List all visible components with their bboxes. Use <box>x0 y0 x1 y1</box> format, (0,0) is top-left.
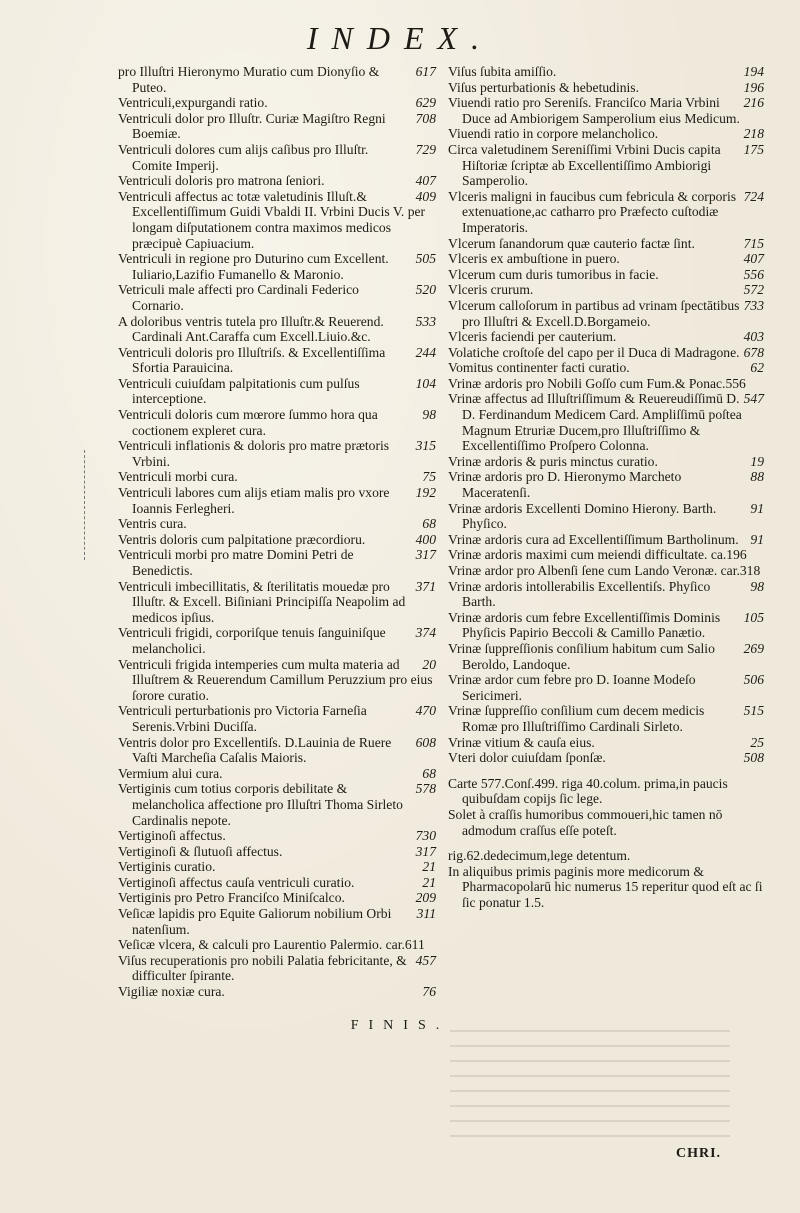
index-entry-text: Ventriculi affectus ac totæ valetudinis Illuſt.& Excellentiſſimum Guidi Vbaldi II. Vrbini Ducis V. per longam diſputationem contra maximos medicos præcipuè Capiuacium. <box>118 188 426 251</box>
index-entry-text: Vrinæ ardoris maximi cum meiendi difficultate. ca.196 <box>448 547 747 563</box>
index-entry <box>114 95 436 111</box>
index-page-number: 68 <box>422 765 436 781</box>
binding-stitch-marks <box>84 450 93 560</box>
index-entry-text: Ventriculi doloris pro matrona ſeniori. <box>118 173 325 189</box>
index-entry-text: Vertiginoſi affectus cauſa ventriculi curatio. <box>118 874 355 890</box>
index-entry <box>444 64 764 80</box>
show-through-text <box>450 1030 730 1150</box>
index-page-number: 457 <box>415 952 436 968</box>
index-entry-text: Vteri dolor cuiuſdam ſponſæ. <box>448 750 606 766</box>
index-page-number: 533 <box>415 313 436 329</box>
index-entry <box>114 703 436 734</box>
index-entry-text: Ventriculi frigidi, corporiſque tenuis ſanguiniſque melancholici. <box>118 625 386 656</box>
index-page-number: 572 <box>743 282 764 298</box>
index-page-number: 678 <box>743 344 764 360</box>
index-entry-text: Ventriculi dolor pro Illuſtr. Curiæ Magiſtro Regni Boemiæ. <box>118 110 386 142</box>
index-entry-text: Vetriculi male affecti pro Cardinali Federico Cornario. <box>118 282 359 313</box>
index-page-number: 91 <box>750 531 764 547</box>
index-entry <box>444 735 764 751</box>
index-page-number: 608 <box>415 734 436 750</box>
index-page-number: 515 <box>743 703 764 719</box>
index-page-number: 98 <box>750 578 764 594</box>
index-entry <box>444 360 764 376</box>
index-page-number: 400 <box>415 531 436 547</box>
index-entry-text: Ventriculi morbi pro matre Domini Petri de Benedictis. <box>118 547 354 578</box>
index-entry-text: Vrinæ affectus ad Illuſtriſſimum & Reuereudiſſimū D. D. Ferdinandum Medicem Card. Ampliſſimū poſtea Magnum Etruriæ Ducem,pro Illuſtriſſimo & Excellentiſſimo Proſpero Colonna. <box>448 391 742 454</box>
index-entry <box>444 391 764 453</box>
index-entry-text: Vrinæ vitium & cauſa eius. <box>448 734 595 750</box>
index-page-number: 91 <box>750 500 764 516</box>
errata-line: rig.62.dedecimum,lege detentum. <box>448 848 631 864</box>
index-entry <box>444 236 764 252</box>
index-page-number: 244 <box>415 344 436 360</box>
index-entry <box>444 641 764 672</box>
index-entry <box>114 469 436 485</box>
index-entry <box>444 95 764 126</box>
index-page-number: 62 <box>750 360 764 376</box>
index-page-number: 730 <box>415 828 436 844</box>
index-entry <box>444 298 764 329</box>
index-page-number: 506 <box>743 672 764 688</box>
index-entry <box>444 282 764 298</box>
index-page-number: 216 <box>743 95 764 111</box>
index-entry <box>114 376 436 407</box>
index-entry-text: Viſus recuperationis pro nobili Palatia febricitante, & difficulter ſpirante. <box>118 952 407 984</box>
index-entry-text: Ventriculi morbi cura. <box>118 469 238 485</box>
index-page-number: 409 <box>415 188 436 204</box>
page-header: INDEX. <box>306 20 494 56</box>
errata-line: Carte 577.Conſ.499. riga 40.colum. prima,in paucis quibuſdam copijs ſic lege. <box>448 775 728 807</box>
index-entry <box>114 984 436 1000</box>
index-entry-text: Vrinæ ardoris Excellenti Domino Hierony. Barth. Phyſico. <box>448 500 717 532</box>
index-entry <box>444 126 764 142</box>
index-entry-text: Vrinæ ſuppreſſio conſilium cum decem medicis Romæ pro Illuſtriſſimo Cardinali Sirleto. <box>448 703 705 734</box>
index-entry <box>114 579 436 626</box>
index-entry <box>114 251 436 282</box>
index-page-number: 317 <box>415 843 436 859</box>
index-page-number: 724 <box>743 188 764 204</box>
index-page-number: 76 <box>422 984 436 1000</box>
index-entry-text: Vrinæ ardoris intollerabilis Excellentiſs. Phyſico Barth. <box>448 578 711 610</box>
index-page-number: 556 <box>743 266 764 282</box>
index-entry-text: Vrinæ ardoris cum febre Excellentiſſimis Dominis Phyſicis Papirio Beccoli & Camillo Panætio. <box>448 609 721 641</box>
index-entry <box>444 532 764 548</box>
index-page-number: 715 <box>743 235 764 251</box>
index-entry-text: Vertiginoſi affectus. <box>118 828 226 844</box>
index-entry <box>114 438 436 469</box>
index-page-number: 371 <box>415 578 436 594</box>
index-page-number: 629 <box>415 95 436 111</box>
catchword: CHRI. <box>676 1146 722 1161</box>
index-entry <box>114 111 436 142</box>
index-entry-text: Vlceris maligni in faucibus cum febricula & corporis extenuatione,ac catharro pro Præfecto cuſtodiæ Imperatoris. <box>448 188 737 235</box>
index-entry <box>444 251 764 267</box>
index-entry <box>114 844 436 860</box>
index-entry <box>444 267 764 283</box>
index-entry-text: Ventriculi dolores cum alijs caſibus pro Illuſtr. Comite Imperij. <box>118 141 369 173</box>
index-entry <box>444 703 764 734</box>
index-page-number: 218 <box>743 126 764 142</box>
index-entry <box>114 657 436 704</box>
index-entry <box>444 142 764 189</box>
index-entry <box>444 189 764 236</box>
index-entry-text: Vomitus continenter facti curatio. <box>448 360 630 376</box>
index-page-number: 729 <box>415 141 436 157</box>
index-entry <box>114 890 436 906</box>
index-entry-text: Vlcerum cum duris tumoribus in facie. <box>448 266 659 282</box>
index-entry <box>444 469 764 500</box>
index-page-number: 25 <box>750 734 764 750</box>
index-page-number: 192 <box>415 485 436 501</box>
index-entry-text: Volatiche croſtoſe del capo per il Duca di Madragone. <box>448 344 740 360</box>
index-page-number: 470 <box>415 703 436 719</box>
index-entry <box>114 142 436 173</box>
index-entry-text: Ventriculi frigida intemperies cum multa materia ad Illuſtrem & Reuerendum Camillum Peruzzium pro eius ſorore curatio. <box>118 656 433 703</box>
index-entry <box>444 80 764 96</box>
index-page-number: 315 <box>415 438 436 454</box>
index-page-number: 105 <box>743 609 764 625</box>
index-entry-text: Veſicæ vlcera, & calculi pro Laurentio Palermio. car.611 <box>118 937 425 953</box>
index-page-number: 20 <box>422 656 436 672</box>
index-entry-text: Vlceris faciendi per cauterium. <box>448 329 617 345</box>
index-entry <box>444 563 764 579</box>
index-page-number: 194 <box>743 64 764 79</box>
right-index-entries <box>444 64 764 766</box>
index-entry <box>444 376 764 392</box>
index-entry <box>444 547 764 563</box>
index-entry <box>114 781 436 828</box>
index-page-number: 88 <box>750 469 764 485</box>
index-entry <box>444 454 764 470</box>
index-entry-text: Ventriculi,expurgandi ratio. <box>118 95 268 111</box>
index-entry-text: Vrinæ ardoris & puris minctus curatio. <box>448 453 658 469</box>
left-index-column <box>114 64 436 1000</box>
index-page-number: 520 <box>415 282 436 298</box>
index-page-number: 505 <box>415 251 436 267</box>
index-page-number: 196 <box>743 79 764 95</box>
index-entry <box>114 314 436 345</box>
index-entry <box>114 345 436 376</box>
index-entry-text: Ventriculi labores cum alijs etiam malis pro vxore Ioannis Ferlegheri. <box>118 485 390 516</box>
index-entry-text: Vrinæ ardoris cura ad Excellentiſſimum Bartholinum. <box>448 531 739 547</box>
index-entry <box>114 173 436 189</box>
index-entry-text: Circa valetudinem Sereniſſimi Vrbini Ducis capita Hiſtoriæ ſcriptæ ab Excellentiſſimo Ambiorigi Samperolio. <box>448 141 721 189</box>
index-entry-text: Viuendi ratio in corpore melancholico. <box>448 126 659 142</box>
index-entry-text: Ventriculi cuiuſdam palpitationis cum pulſus interceptione. <box>118 375 360 407</box>
index-entry <box>114 953 436 984</box>
index-entry-text: Veſicæ lapidis pro Equite Galiorum nobilium Orbi natenſium. <box>118 906 392 937</box>
index-entry-text: Vertiginoſi & ſlutuoſi affectus. <box>118 843 283 859</box>
index-entry <box>114 937 436 953</box>
index-entry <box>444 610 764 641</box>
index-page-number: 104 <box>415 375 436 391</box>
index-page-number: 311 <box>416 906 436 922</box>
index-page-number: 407 <box>415 173 436 189</box>
index-page-number: 733 <box>743 297 764 313</box>
index-page-number: 21 <box>422 874 436 890</box>
index-entry <box>444 672 764 703</box>
index-entry <box>114 766 436 782</box>
index-page-number: 403 <box>743 329 764 345</box>
index-entry-text: Vrinæ ardor cum febre pro D. Ioanne Modeſo Sericimeri. <box>448 672 696 703</box>
index-page-number: 578 <box>415 781 436 797</box>
index-page-number: 374 <box>415 625 436 641</box>
finis-mark: FINIS. <box>350 1018 450 1033</box>
index-entry-text: Ventris dolor pro Excellentiſs. D.Lauinia de Ruere Vaſti Marcheſia Caſalis Maioris. <box>118 734 392 766</box>
index-entry-text: Ventris doloris cum palpitatione præcordioru. <box>118 531 366 547</box>
index-entry <box>114 282 436 313</box>
index-entry <box>114 875 436 891</box>
index-entry-text: pro Illuſtri Hieronymo Muratio cum Dionyſio & Puteo. <box>118 64 380 95</box>
index-entry-text: A doloribus ventris tutela pro Illuſtr.& Reuerend. Cardinali Ant.Caraffa cum Excell.Liuio.&c. <box>118 313 384 345</box>
index-entry <box>444 579 764 610</box>
index-entry-text: Vigiliæ noxiæ cura. <box>118 984 225 1000</box>
index-page-number: 407 <box>743 251 764 267</box>
index-page-number: 708 <box>415 110 436 126</box>
index-entry-text: Vermium alui cura. <box>118 765 223 781</box>
index-entry <box>114 625 436 656</box>
index-page-number: 209 <box>415 890 436 906</box>
index-entry-text: Ventriculi doloris cum mœrore ſummo hora qua coctionem expleret cura. <box>118 407 378 438</box>
index-page-number: 21 <box>422 859 436 875</box>
index-entry <box>444 501 764 532</box>
index-entry-text: Vrinæ ardoris pro D. Hieronymo Marcheto Maceratenſi. <box>448 469 682 501</box>
right-index-column <box>444 64 764 910</box>
index-entry <box>114 532 436 548</box>
index-entry-text: Ventriculi in regione pro Duturino cum Excellent. Iuliario,Lazifio Fumanello & Maronio. <box>118 251 389 282</box>
index-entry <box>114 828 436 844</box>
index-entry-text: Vrinæ ſuppreſſionis conſilium habitum cum Salio Beroldo, Landoque. <box>448 640 715 672</box>
errata-notes <box>444 776 764 911</box>
index-entry <box>444 329 764 345</box>
index-entry <box>114 485 436 516</box>
index-entry-text: Vlceris ex ambuſtione in puero. <box>448 251 620 267</box>
index-entry-text: Viuendi ratio pro Sereniſs. Franciſco Maria Vrbini Duce ad Ambiorigem Samperolium eius Medicum. <box>448 95 740 126</box>
index-entry <box>114 547 436 578</box>
index-entry <box>114 189 436 251</box>
index-entry <box>114 64 436 95</box>
index-entry <box>114 735 436 766</box>
errata-line: Solet à craſſis humoribus commoueri,hic tamen nō admodum craſſus eſſe poteſt. <box>448 806 723 838</box>
index-entry <box>444 750 764 766</box>
index-page-number: 617 <box>415 64 436 79</box>
index-page-number: 317 <box>415 547 436 563</box>
index-page-number: 68 <box>422 516 436 532</box>
index-entry <box>114 906 436 937</box>
index-page-number: 19 <box>750 453 764 469</box>
index-entry-text: Vertiginis cum totius corporis debilitate & melancholica affectione pro Illuſtri Thoma Sirleto Cardinalis nepote. <box>118 781 403 828</box>
index-entry-text: Viſus perturbationis & hebetudinis. <box>448 79 639 95</box>
index-entry-text: Ventriculi perturbationis pro Victoria Farneſia Serenis.Vrbini Duciſſa. <box>118 703 367 734</box>
index-entry-text: Ventris cura. <box>118 516 187 532</box>
index-entry <box>114 516 436 532</box>
column-gap <box>444 766 764 776</box>
index-entry-text: Vrinæ ardoris pro Nobili Goſſo cum Fum.& Ponac.556 <box>448 375 746 391</box>
index-entry <box>114 859 436 875</box>
index-entry-text: Vlcerum calloſorum in partibus ad vrinam ſpectātibus pro Illuſtri & Excell.D.Borgameio. <box>448 297 740 329</box>
index-entry-text: Vrinæ ardor pro Albenſi ſene cum Lando Veronæ. car.318 <box>448 563 761 578</box>
index-entry <box>114 407 436 438</box>
index-entry-text: Vlceris crurum. <box>448 282 534 298</box>
errata-line: In aliquibus primis paginis more medicorum & Pharmacopolarū hic numerus 15 reperitur quod eſt ac ſi ſic ponatur 1.5. <box>448 863 763 910</box>
index-entry-text: Vertiginis pro Petro Franciſco Miniſcalco. <box>118 890 345 906</box>
index-page-number: 508 <box>743 750 764 766</box>
index-entry-text: Viſus ſubita amiſſio. <box>448 64 557 79</box>
index-page-number: 175 <box>743 141 764 157</box>
index-entry-text: Ventriculi doloris pro Illuſtriſs. & Excellentiſſima Sfortia Parauicina. <box>118 344 386 376</box>
index-entry-text: Vlcerum ſanandorum quæ cauterio factæ ſint. <box>448 235 695 251</box>
index-page-number: 75 <box>422 469 436 485</box>
index-entry-text: Ventriculi imbecillitatis, & ſterilitatis mouedæ pro Illuſtr. & Excell. Biſiniani Principiſſa Neapolim ad medicos ipſius. <box>118 578 406 625</box>
index-page-number: 98 <box>422 407 436 423</box>
index-entry-text: Vertiginis curatio. <box>118 859 216 875</box>
index-entry <box>444 345 764 361</box>
index-entry-text: Ventriculi inflationis & doloris pro matre prætoris Vrbini. <box>118 438 390 469</box>
index-page-number: 547 <box>743 391 764 407</box>
index-page-number: 269 <box>743 640 764 656</box>
